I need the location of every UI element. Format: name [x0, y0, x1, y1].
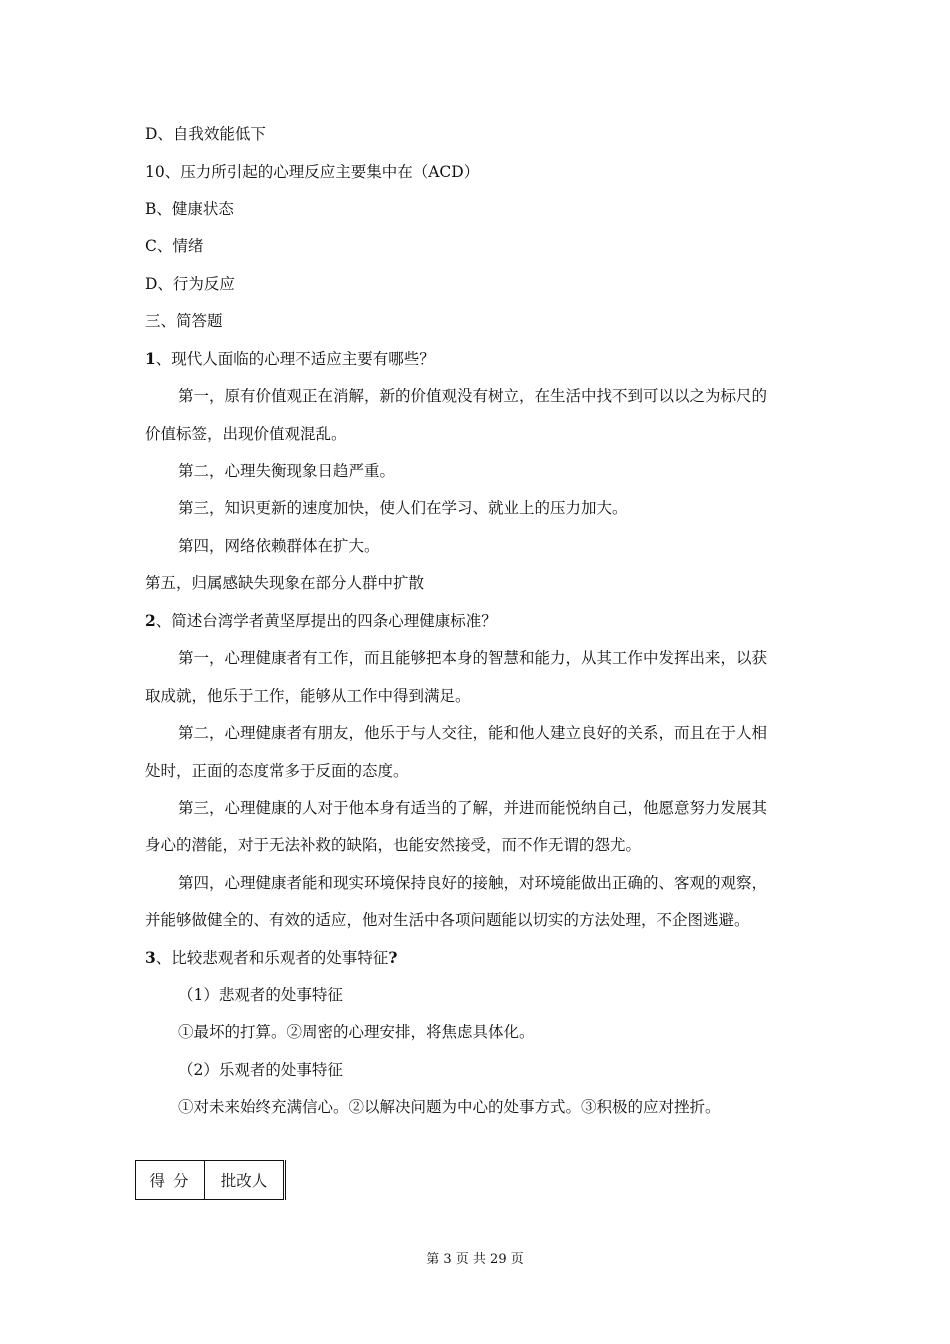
answer-2-line-6: 身心的潜能，对于无法补救的缺陷，也能安然接受，而不作无谓的怨尤。	[145, 836, 642, 854]
answer-2-line-3: 第二，心理健康者有朋友，他乐于与人交往，能和他人建立良好的关系，而且在于人相	[178, 724, 768, 742]
short-question-2: 2、简述台湾学者黄坚厚提出的四条心理健康标准？	[145, 611, 497, 630]
option-b: B、健康状态	[145, 200, 234, 218]
answer-2-line-7: 第四，心理健康者能和现实环境保持良好的接触，对环境能做出正确的、客观的观察，	[178, 874, 768, 892]
answer-2-line-4: 处时，正面的态度常多于反面的态度。	[145, 762, 409, 780]
score-cell: 得分	[136, 1161, 205, 1200]
question-number: 1	[145, 349, 156, 368]
short-question-1: 1、现代人面临的心理不适应主要有哪些？	[145, 349, 435, 368]
answer-2-line-8: 并能够做健全的、有效的适应，他对生活中各项问题能以切实的方法处理，不企图逃避。	[145, 911, 750, 929]
answer-3-line-2: ①最坏的打算。②周密的心理安排，将焦虑具体化。	[178, 1023, 535, 1041]
question-mark: ?	[388, 948, 398, 967]
page-footer: 第 3 页 共 29 页	[426, 1252, 524, 1267]
answer-3-line-3: （2）乐观者的处事特征	[178, 1061, 343, 1079]
short-question-3: 3、比较悲观者和乐观者的处事特征?	[145, 948, 398, 967]
question-10: 10、压力所引起的心理反应主要集中在（ACD）	[145, 163, 480, 181]
answer-2-line-2: 取成就，他乐于工作，能够从工作中得到满足。	[145, 687, 471, 705]
answer-1-line-2: 价值标签，出现价值观混乱。	[145, 425, 347, 443]
answer-1-line-6: 第五，归属感缺失现象在部分人群中扩散	[145, 574, 425, 592]
answer-2-line-1: 第一，心理健康者有工作，而且能够把本身的智慧和能力，从其工作中发挥出来，以获	[178, 649, 768, 667]
option-d-self-efficacy: D、自我效能低下	[145, 125, 266, 143]
answer-3-line-1: （1）悲观者的处事特征	[178, 986, 343, 1004]
answer-1-line-3: 第二，心理失衡现象日趋严重。	[178, 462, 396, 480]
score-table	[135, 1160, 286, 1200]
option-d: D、行为反应	[145, 275, 235, 293]
answer-3-line-4: ①对未来始终充满信心。②以解决问题为中心的处事方式。③积极的应对挫折。	[178, 1098, 721, 1116]
option-c: C、情绪	[145, 237, 204, 255]
answer-1-line-5: 第四，网络依赖群体在扩大。	[178, 537, 380, 555]
section-heading: 三、简答题	[145, 312, 223, 330]
question-number: 2	[145, 611, 156, 630]
grader-cell: 批改人	[205, 1161, 285, 1200]
answer-2-line-5: 第三，心理健康的人对于他本身有适当的了解，并进而能悦纳自己，他愿意努力发展其	[178, 799, 768, 817]
answer-1-line-1: 第一，原有价值观正在消解，新的价值观没有树立，在生活中找不到可以以之为标尺的	[178, 387, 768, 405]
question-number: 3	[145, 948, 156, 967]
answer-1-line-4: 第三，知识更新的速度加快，使人们在学习、就业上的压力加大。	[178, 499, 628, 517]
